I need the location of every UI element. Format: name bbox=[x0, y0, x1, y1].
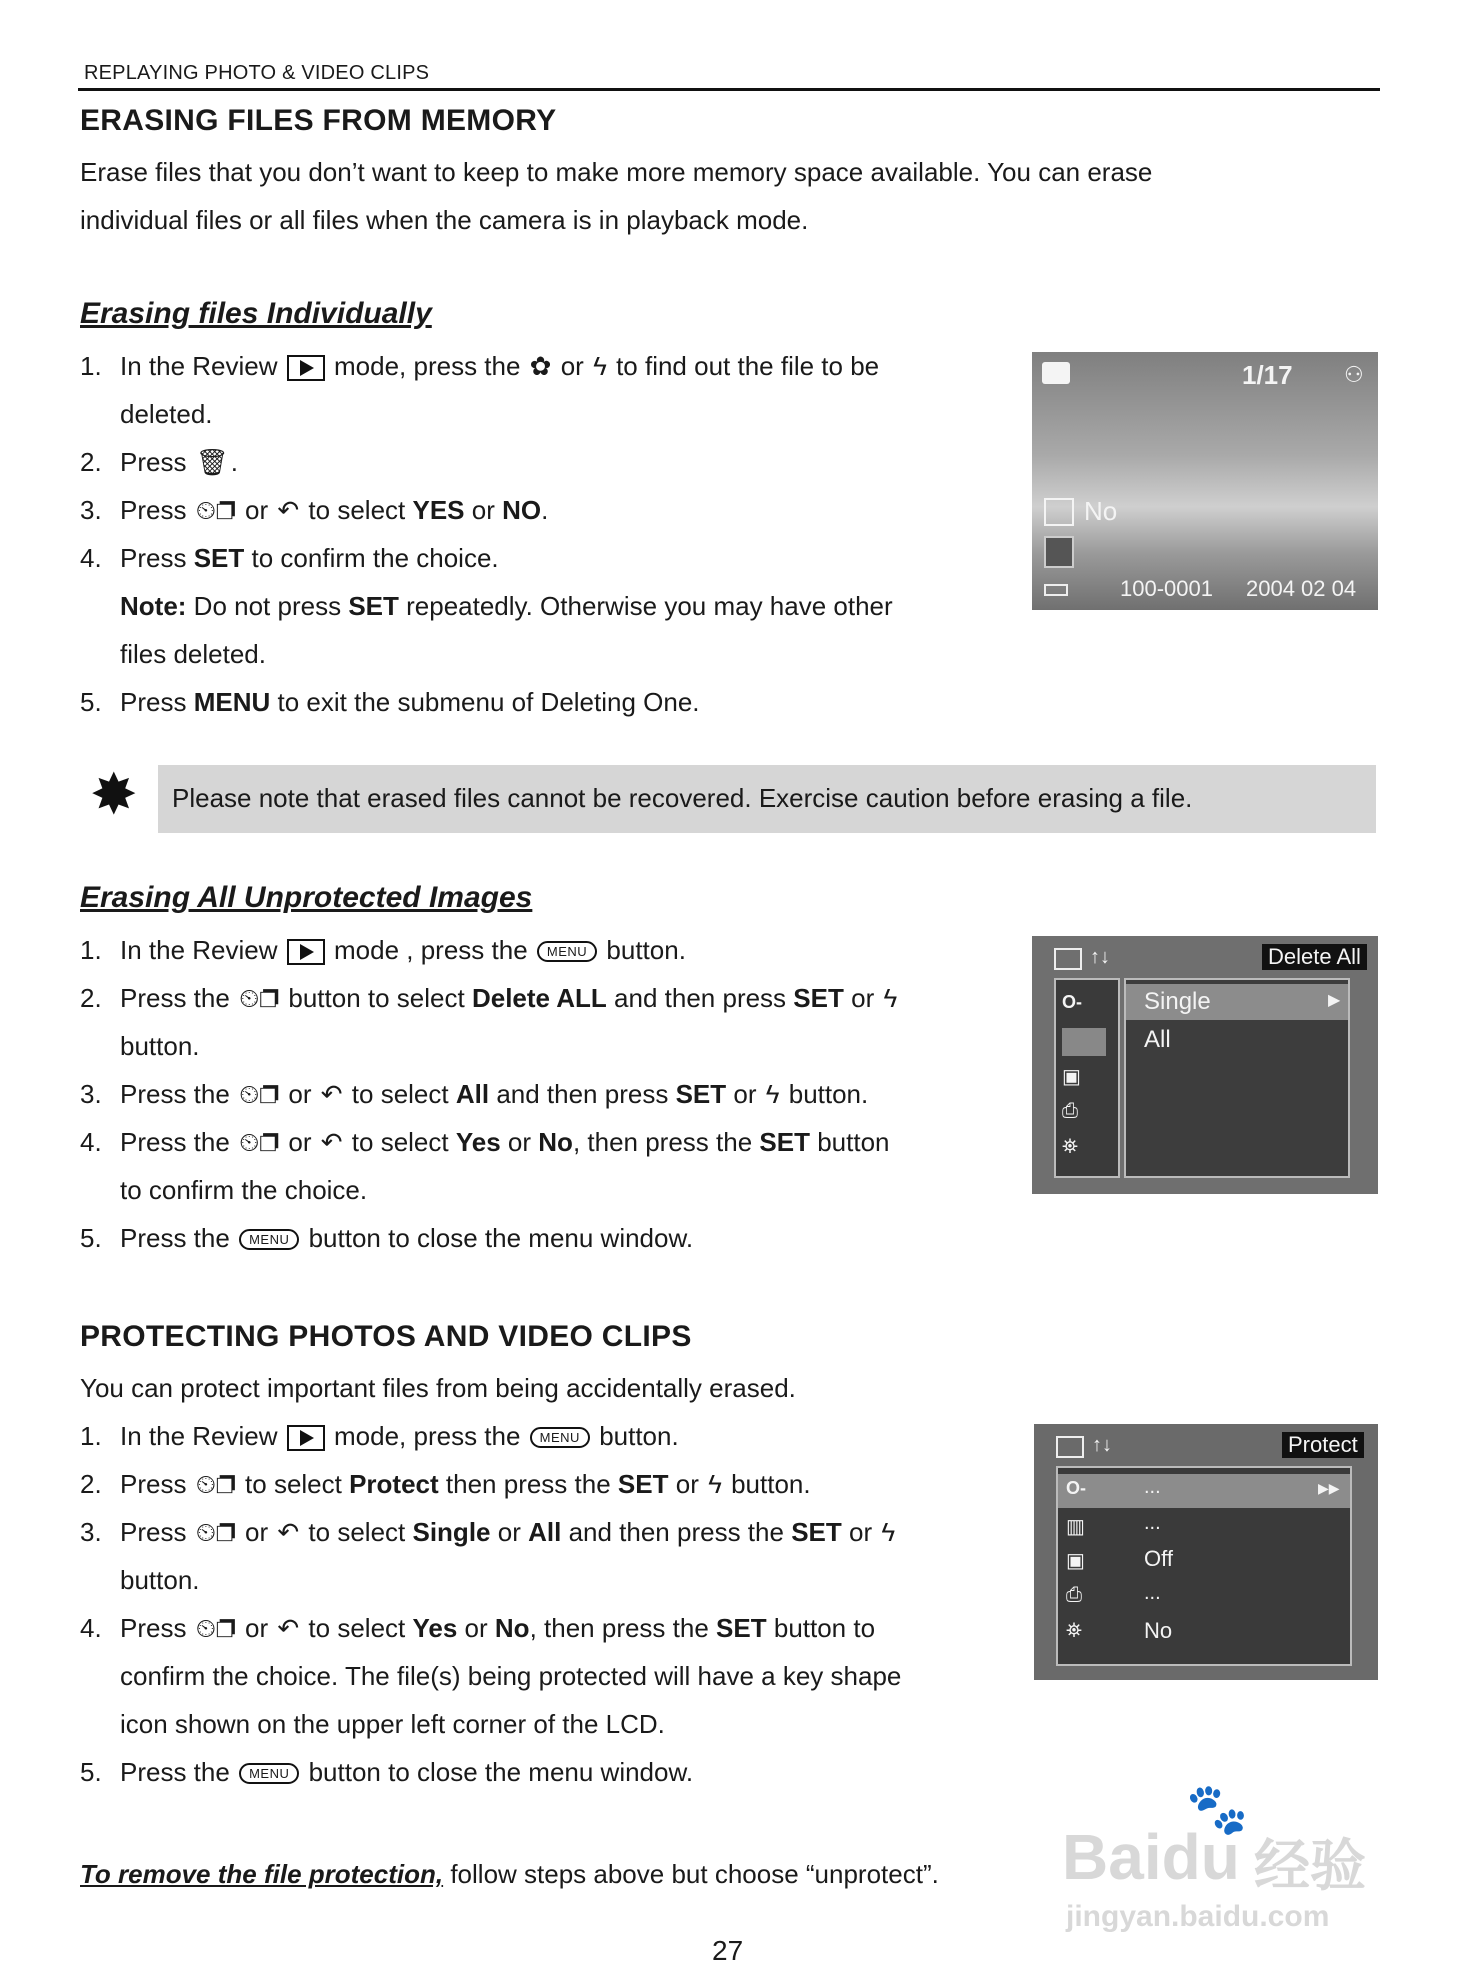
lcd-choice: No bbox=[1084, 496, 1118, 526]
all-step-2-cont: button. bbox=[120, 1031, 200, 1061]
setup-tab-icon: ↑↓ bbox=[1090, 946, 1110, 968]
flash-icon: ϟ bbox=[593, 351, 607, 381]
self-timer-burst-icon: ⏲❐ bbox=[239, 1127, 280, 1157]
protect-step-4-cont: confirm the choice. The file(s) being protected will have a key shape bbox=[120, 1661, 902, 1691]
flash-icon: ϟ bbox=[765, 1079, 780, 1109]
back-icon: ↶ bbox=[320, 1079, 343, 1109]
flash-icon: ϟ bbox=[881, 1517, 896, 1547]
key-icon: O‑ bbox=[1062, 992, 1082, 1012]
setup-tab-icon: ↑↓ bbox=[1092, 1434, 1112, 1456]
review-play-icon bbox=[287, 1425, 325, 1451]
trash-icon: ▥ bbox=[1066, 1516, 1085, 1538]
lcd-row-protect-value: ... bbox=[1144, 1476, 1161, 1498]
back-key-icon bbox=[1044, 498, 1074, 526]
flash-icon: ϟ bbox=[708, 1469, 722, 1499]
protect-icon: ⛯ bbox=[1066, 1620, 1082, 1642]
lcd-file-number: 100-0001 bbox=[1120, 576, 1213, 601]
protect-intro: You can protect important files from being accidentally erased. bbox=[80, 1373, 796, 1403]
individual-step-2: 2. Press 🗑. bbox=[80, 447, 238, 477]
protect-step-4-cont-2: icon shown on the upper left corner of the LCD. bbox=[120, 1709, 665, 1739]
self-timer-burst-icon: ⏲❐ bbox=[195, 1469, 236, 1499]
protect-step-5: 5. Press the MENU button to close the menu window. bbox=[80, 1757, 694, 1787]
review-play-icon bbox=[287, 939, 325, 965]
lcd-row-highlight bbox=[1058, 1474, 1350, 1508]
camera-icon bbox=[1042, 362, 1070, 384]
menu-button-icon: MENU bbox=[537, 941, 597, 962]
all-step-2: 2. Press the ⏲❐ button to select Delete ALL and then press SET or ϟ bbox=[80, 983, 898, 1013]
individual-note-cont: files deleted. bbox=[120, 639, 266, 669]
watermark-url: jingyan.baidu.com bbox=[1066, 1900, 1330, 1933]
right-arrow-icon: ▶ bbox=[1328, 992, 1341, 1009]
lcd-menu-title: Protect bbox=[1282, 1432, 1364, 1458]
trash-icon-selected bbox=[1062, 1028, 1106, 1056]
trash-icon: 🗑 bbox=[195, 447, 229, 477]
back-icon: ↶ bbox=[320, 1127, 343, 1157]
self-timer-burst-icon: ⏲❐ bbox=[195, 1613, 236, 1643]
individual-step-3: 3. Press ⏲❐ or ↶ to select YES or NO. bbox=[80, 495, 549, 525]
play-tab-icon bbox=[1056, 1436, 1084, 1458]
watermark-brand: Baidu bbox=[1062, 1821, 1240, 1893]
lcd-protect-menu bbox=[1034, 1424, 1378, 1680]
print-icon: ⎙ bbox=[1066, 1584, 1082, 1606]
remove-protection-label: To remove the file protection, bbox=[80, 1859, 444, 1889]
remove-protection-text: follow steps above but choose “unprotect”. bbox=[450, 1859, 939, 1889]
erase-title: ERASING FILES FROM MEMORY bbox=[80, 104, 557, 137]
protect-title: PROTECTING PHOTOS AND VIDEO CLIPS bbox=[80, 1320, 692, 1353]
individual-title: Erasing files Individually bbox=[80, 297, 432, 330]
lcd-date: 2004 02 04 bbox=[1246, 576, 1357, 601]
print-icon: ⎙ bbox=[1062, 1100, 1078, 1122]
header-rule bbox=[78, 88, 1380, 91]
self-timer-burst-icon: ⏲❐ bbox=[239, 983, 280, 1013]
individual-step-4: 4. Press SET to confirm the choice. bbox=[80, 543, 499, 573]
individual-step-1-cont: deleted. bbox=[120, 399, 213, 429]
protect-step-2: 2. Press ⏲❐ to select Protect then press the SET or ϟ button. bbox=[80, 1469, 811, 1499]
self-timer-burst-icon: ⏲❐ bbox=[195, 495, 236, 525]
erase-intro-1: Erase files that you don’t want to keep to make more memory space available. You can erase bbox=[80, 157, 1153, 187]
battery-icon bbox=[1044, 584, 1068, 596]
back-icon: ↶ bbox=[277, 1613, 300, 1643]
lcd-option-all: All bbox=[1144, 1026, 1171, 1053]
protect-step-3-cont: button. bbox=[120, 1565, 200, 1595]
lcd-row-delete-value: ... bbox=[1144, 1512, 1161, 1534]
all-step-3: 3. Press the ⏲❐ or ↶ to select All and then press SET or ϟ button. bbox=[80, 1079, 869, 1109]
menu-button-icon: MENU bbox=[239, 1763, 299, 1784]
lcd-count: 1/17 bbox=[1242, 360, 1293, 390]
individual-step-5: 5. Press MENU to exit the submenu of Deleting One. bbox=[80, 687, 700, 717]
protect-icon: ⛯ bbox=[1062, 1136, 1078, 1158]
all-title: Erasing All Unprotected Images bbox=[80, 881, 533, 914]
macro-flower-icon: ✿ bbox=[529, 351, 552, 381]
all-step-4-cont: to confirm the choice. bbox=[120, 1175, 368, 1205]
key-icon: O‑ bbox=[1066, 1478, 1086, 1498]
protect-step-1: 1. In the Review mode, press the MENU button. bbox=[80, 1421, 679, 1451]
erase-intro-2: individual files or all files when the camera is in playback mode. bbox=[80, 205, 809, 235]
caution-text: Please note that erased files cannot be recovered. Exercise caution before erasing a file. bbox=[172, 783, 1193, 813]
slideshow-icon: ▣ bbox=[1062, 1066, 1081, 1088]
double-arrow-icon: ▶▶ bbox=[1318, 1480, 1340, 1496]
caution-gear-icon: ✸ bbox=[92, 766, 136, 824]
menu-button-icon: MENU bbox=[239, 1229, 299, 1250]
all-step-4: 4. Press the ⏲❐ or ↶ to select Yes or No, then press the SET button bbox=[80, 1127, 890, 1157]
back-icon: ↶ bbox=[277, 495, 300, 525]
individual-step-1: 1. In the Review mode, press the ✿ or ϟ to find out the file to be bbox=[80, 351, 880, 381]
back-icon: ↶ bbox=[277, 1517, 300, 1547]
trash-icon bbox=[1044, 536, 1074, 568]
lcd-delete-all-menu bbox=[1032, 936, 1378, 1194]
menu-button-icon: MENU bbox=[530, 1427, 590, 1448]
self-timer-burst-icon: ⏲❐ bbox=[239, 1079, 280, 1109]
lcd-option-single: Single bbox=[1144, 988, 1211, 1015]
watermark-cn: 经验 bbox=[1254, 1834, 1366, 1897]
individual-note: Note: Do not press SET repeatedly. Otherwise you may have other bbox=[120, 591, 893, 621]
lcd-menu-title: Delete All bbox=[1262, 944, 1367, 970]
paw-icon: 🐾 bbox=[1186, 1781, 1249, 1837]
remove-protection-line bbox=[80, 1850, 939, 1898]
protect-step-3: 3. Press ⏲❐ or ↶ to select Single or All and then press the SET or ϟ bbox=[80, 1517, 896, 1547]
caution-box bbox=[158, 765, 1376, 833]
self-timer-burst-icon: ⏲❐ bbox=[195, 1517, 236, 1547]
lcd-review-screen bbox=[1032, 352, 1378, 610]
all-step-5: 5. Press the MENU button to close the menu window. bbox=[80, 1223, 694, 1253]
all-step-1: 1. In the Review mode , press the MENU button. bbox=[80, 935, 686, 965]
page-number: 27 bbox=[712, 1935, 744, 1966]
slideshow-icon: ▣ bbox=[1066, 1550, 1085, 1572]
section-header: REPLAYING PHOTO & VIDEO CLIPS bbox=[84, 62, 430, 84]
play-tab-icon bbox=[1054, 948, 1082, 970]
voice-icon: ⚇ bbox=[1344, 362, 1364, 387]
lcd-row-print-value: ... bbox=[1144, 1582, 1161, 1604]
lcd-row-slideshow-value: Off bbox=[1144, 1546, 1173, 1571]
protect-step-4: 4. Press ⏲❐ or ↶ to select Yes or No, then press the SET button to bbox=[80, 1613, 876, 1643]
review-play-icon bbox=[287, 355, 325, 381]
flash-icon: ϟ bbox=[883, 983, 898, 1013]
lcd-row-last-value: No bbox=[1144, 1618, 1173, 1643]
